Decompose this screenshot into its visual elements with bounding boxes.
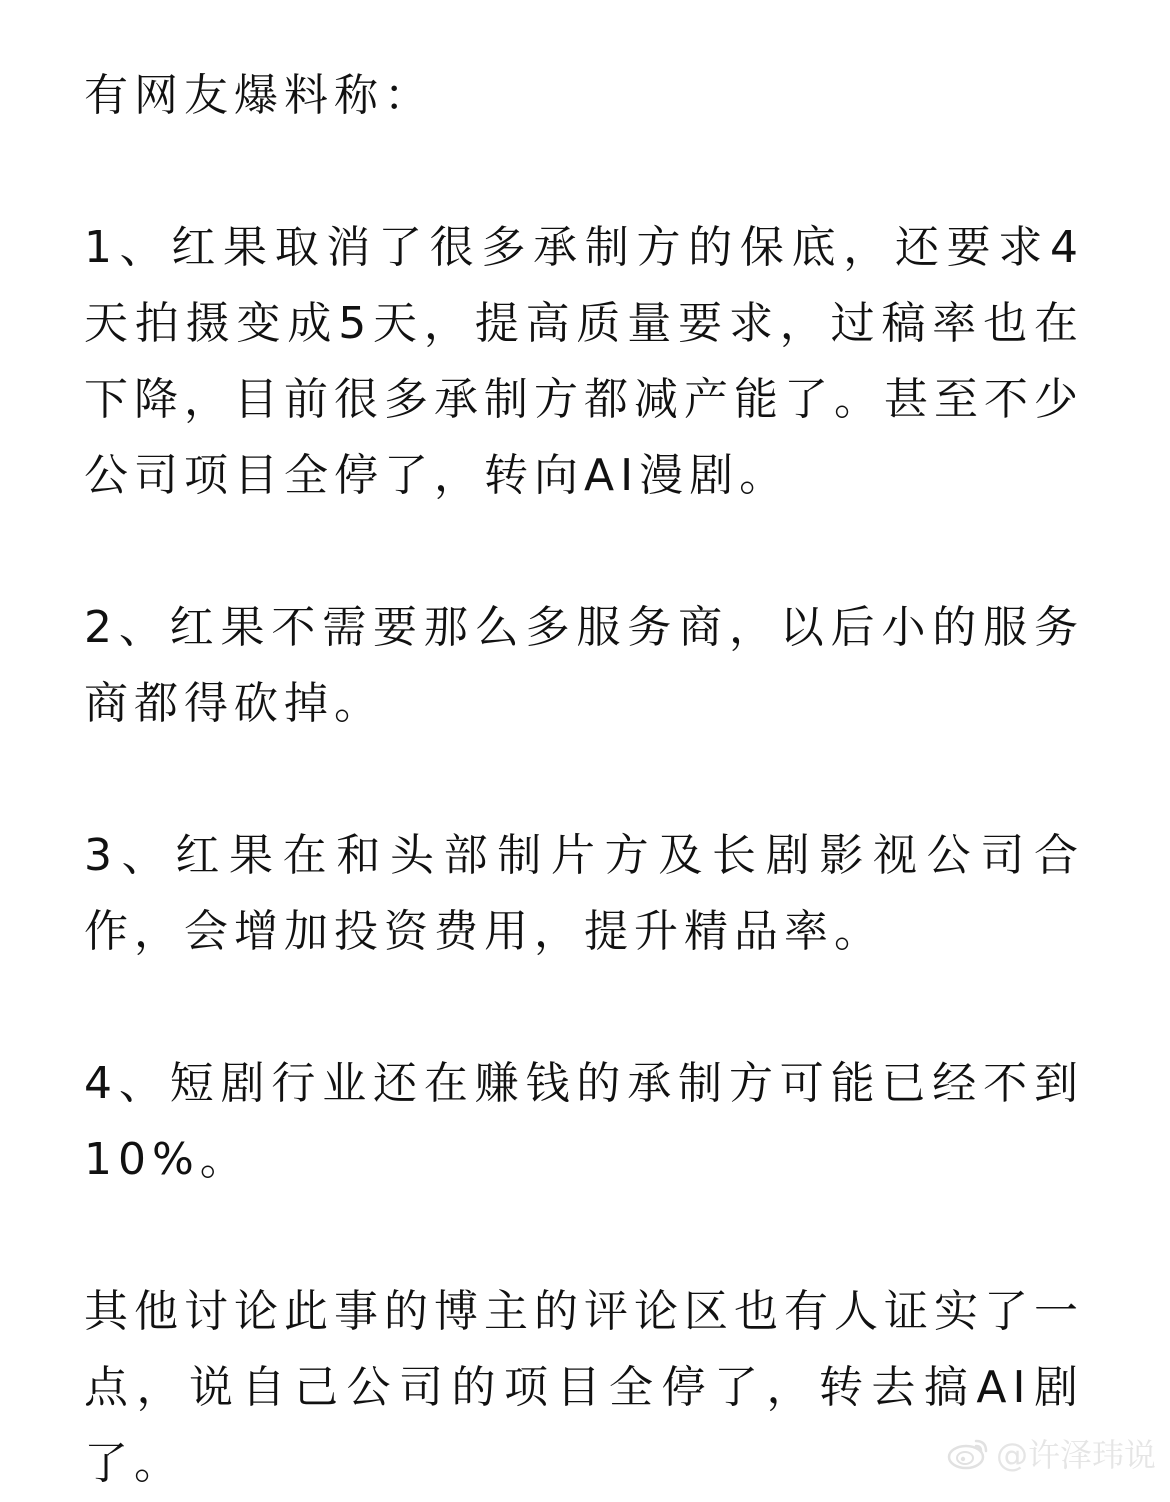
paragraph-spacer xyxy=(84,514,1084,590)
point-2: 2、红果不需要那么多服务商，以后小的服务商都得砍掉。 xyxy=(84,602,1084,729)
weibo-watermark xyxy=(946,1430,1156,1476)
paragraph-spacer xyxy=(84,970,1084,1046)
point-3: 3、红果在和头部制片方及长剧影视公司合作，会增加投资费用，提升精品率。 xyxy=(84,830,1084,957)
watermark-handle: @许泽玮说 xyxy=(995,1436,1156,1474)
closing-text: 其他讨论此事的博主的评论区也有人证实了一点，说自己公司的项目全停了，转去搞AI剧了。 xyxy=(84,1286,1084,1489)
post-body xyxy=(84,58,1084,1502)
point-1: 1、红果取消了很多承制方的保底，还要求4天拍摄变成5天，提高质量要求，过稿率也在下降，目前很多承制方都减产能了。甚至不少公司项目全停了，转向AI漫剧。 xyxy=(84,222,1084,501)
paragraph-spacer xyxy=(84,134,1084,210)
paragraph-spacer xyxy=(84,1198,1084,1274)
point-4: 4、短剧行业还在赚钱的承制方可能已经不到10%。 xyxy=(84,1058,1084,1185)
weibo-logo-icon xyxy=(946,1435,990,1471)
intro-text: 有网友爆料称： xyxy=(84,70,434,121)
paragraph-spacer xyxy=(84,742,1084,818)
